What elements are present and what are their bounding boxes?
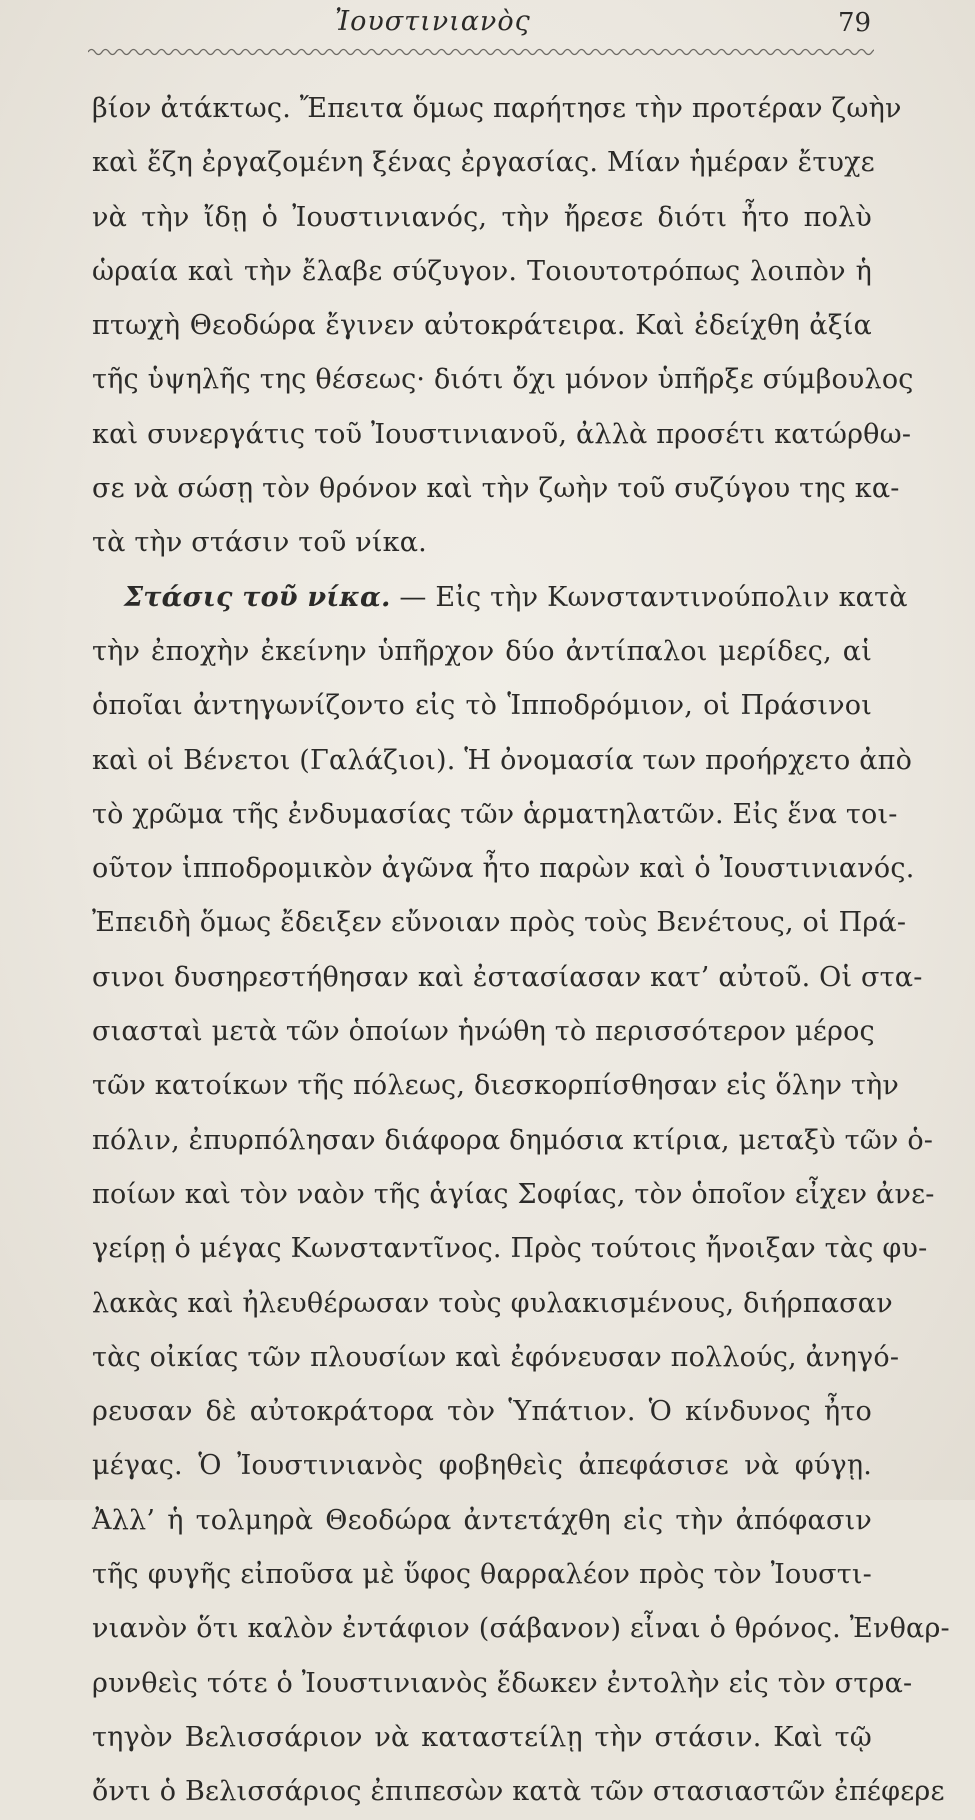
section-first-line-text: — Εἰς τὴν Κωνσταντινούπολιν κατὰ (399, 581, 908, 613)
page-number: 79 (838, 8, 872, 38)
text-line: ρευσαν δὲ αὐτοκράτορα τὸν Ὑπάτιον. Ὁ κίνδυνος ἦτο (92, 1396, 872, 1428)
text-line: ὄντι ὁ Βελισσάριος ἐπιπεσὼν κατὰ τῶν στασιαστῶν ἐπέφερε (92, 1776, 945, 1808)
section-heading: Στάσις τοῦ νίκα. (124, 581, 391, 613)
text-line: Ἀλλ’ ἡ τολμηρὰ Θεοδώρα ἀντετάχθη εἰς τὴν ἀπόφασιν (92, 1504, 872, 1536)
text-line: καὶ ἔζη ἐργαζομένη ξένας ἐργασίας. Μίαν ἡμέραν ἔτυχε (92, 147, 875, 179)
text-line: τὰς οἰκίας τῶν πλουσίων καὶ ἐφόνευσαν πολλούς, ἀνηγό- (92, 1341, 900, 1373)
text-line: σε νὰ σώσῃ τὸν θρόνον καὶ τὴν ζωὴν τοῦ συζύγου της κα- (92, 473, 900, 505)
text-line: νὰ τὴν ἴδῃ ὁ Ἰουστινιανός, τὴν ἤρεσε διότι ἦτο πολὺ (92, 201, 872, 233)
text-line: σινοι δυσηρεστήθησαν καὶ ἐστασίασαν κατ’ αὐτοῦ. Οἱ στα- (92, 961, 923, 993)
text-line: τὰ τὴν στάσιν τοῦ νίκα. (92, 527, 427, 559)
text-line: ὡραία καὶ τὴν ἔλαβε σύζυγον. Τοιουτοτρόπως λοιπὸν ἡ (92, 255, 872, 287)
text-line: νιανὸν ὅτι καλὸν ἐντάφιον (σάβανον) εἶναι ὁ θρόνος. Ἐνθαρ- (92, 1613, 950, 1645)
text-line: τηγὸν Βελισσάριον νὰ καταστείλῃ τὴν στάσιν. Καὶ τῷ (92, 1721, 872, 1753)
wavy-divider (88, 44, 874, 60)
text-line: καὶ συνεργάτις τοῦ Ἰουστινιανοῦ, ἀλλὰ προσέτι κατώρθω- (92, 418, 912, 450)
text-line: Ἐπειδὴ ὅμως ἔδειξεν εὔνοιαν πρὸς τοὺς Βενέτους, οἱ Πρά- (92, 907, 907, 939)
text-line: τὸ χρῶμα τῆς ἐνδυμασίας τῶν ἁρματηλατῶν. Εἰς ἕνα τοι- (92, 798, 898, 830)
body-text (92, 82, 950, 1820)
text-line: πόλιν, ἐπυρπόλησαν διάφορα δημόσια κτίρια, μεταξὺ τῶν ὁ- (92, 1124, 934, 1156)
text-line: βίον ἀτάκτως. Ἔπειτα ὅμως παρήτησε τὴν προτέραν ζωὴν (92, 93, 902, 124)
text-line: ὁποῖαι ἀντηγωνίζοντο εἰς τὸ Ἱπποδρόμιον, οἱ Πράσινοι (92, 690, 872, 722)
text-line: ποίων καὶ τὸν ναὸν τῆς ἁγίας Σοφίας, τὸν ὁποῖον εἶχεν ἀνε- (92, 1178, 935, 1210)
text-line: τῶν κατοίκων τῆς πόλεως, διεσκορπίσθησαν εἰς ὅλην τὴν (92, 1070, 900, 1102)
text-line: σιασταὶ μετὰ τῶν ὁποίων ἡνώθη τὸ περισσότερον μέρος (92, 1016, 875, 1048)
text-line: τὴν ἐποχὴν ἐκείνην ὑπῆρχον δύο ἀντίπαλοι μερίδες, αἱ (92, 635, 872, 667)
running-title: Ἰουστινιανὸς (335, 6, 531, 37)
text-line: τῆς φυγῆς εἰποῦσα μὲ ὕφος θαρραλέον πρὸς τὸν Ἰουστι- (92, 1559, 872, 1591)
text-line: πτωχὴ Θεοδώρα ἔγινεν αὐτοκράτειρα. Καὶ ἐδείχθη ἀξία (92, 310, 872, 342)
text-line: μέγας. Ὁ Ἰουστινιανὸς φοβηθεὶς ἀπεφάσισε νὰ φύγῃ. (92, 1450, 872, 1482)
text-line: λακὰς καὶ ἠλευθέρωσαν τοὺς φυλακισμένους, διήρπασαν (92, 1287, 893, 1319)
text-line: τῆς ὑψηλῆς της θέσεως· διότι ὄχι μόνον ὑπῆρξε σύμβουλος (92, 364, 914, 396)
text-line: οῦτον ἱπποδρομικὸν ἀγῶνα ἦτο παρὼν καὶ ὁ Ἰουστινιανός. (92, 853, 915, 885)
text-line: καὶ οἱ Βένετοι (Γαλάζιοι). Ἡ ὀνομασία των προήρχετο ἀπὸ (92, 744, 913, 776)
text-line: γείρῃ ὁ μέγας Κωνσταντῖνος. Πρὸς τούτοις ἤνοιξαν τὰς φυ- (92, 1233, 928, 1265)
section-opening-line (92, 571, 908, 625)
text-line: ρυνθεὶς τότε ὁ Ἰουστινιανὸς ἔδωκεν ἐντολὴν εἰς τὸν στρα- (92, 1667, 913, 1699)
